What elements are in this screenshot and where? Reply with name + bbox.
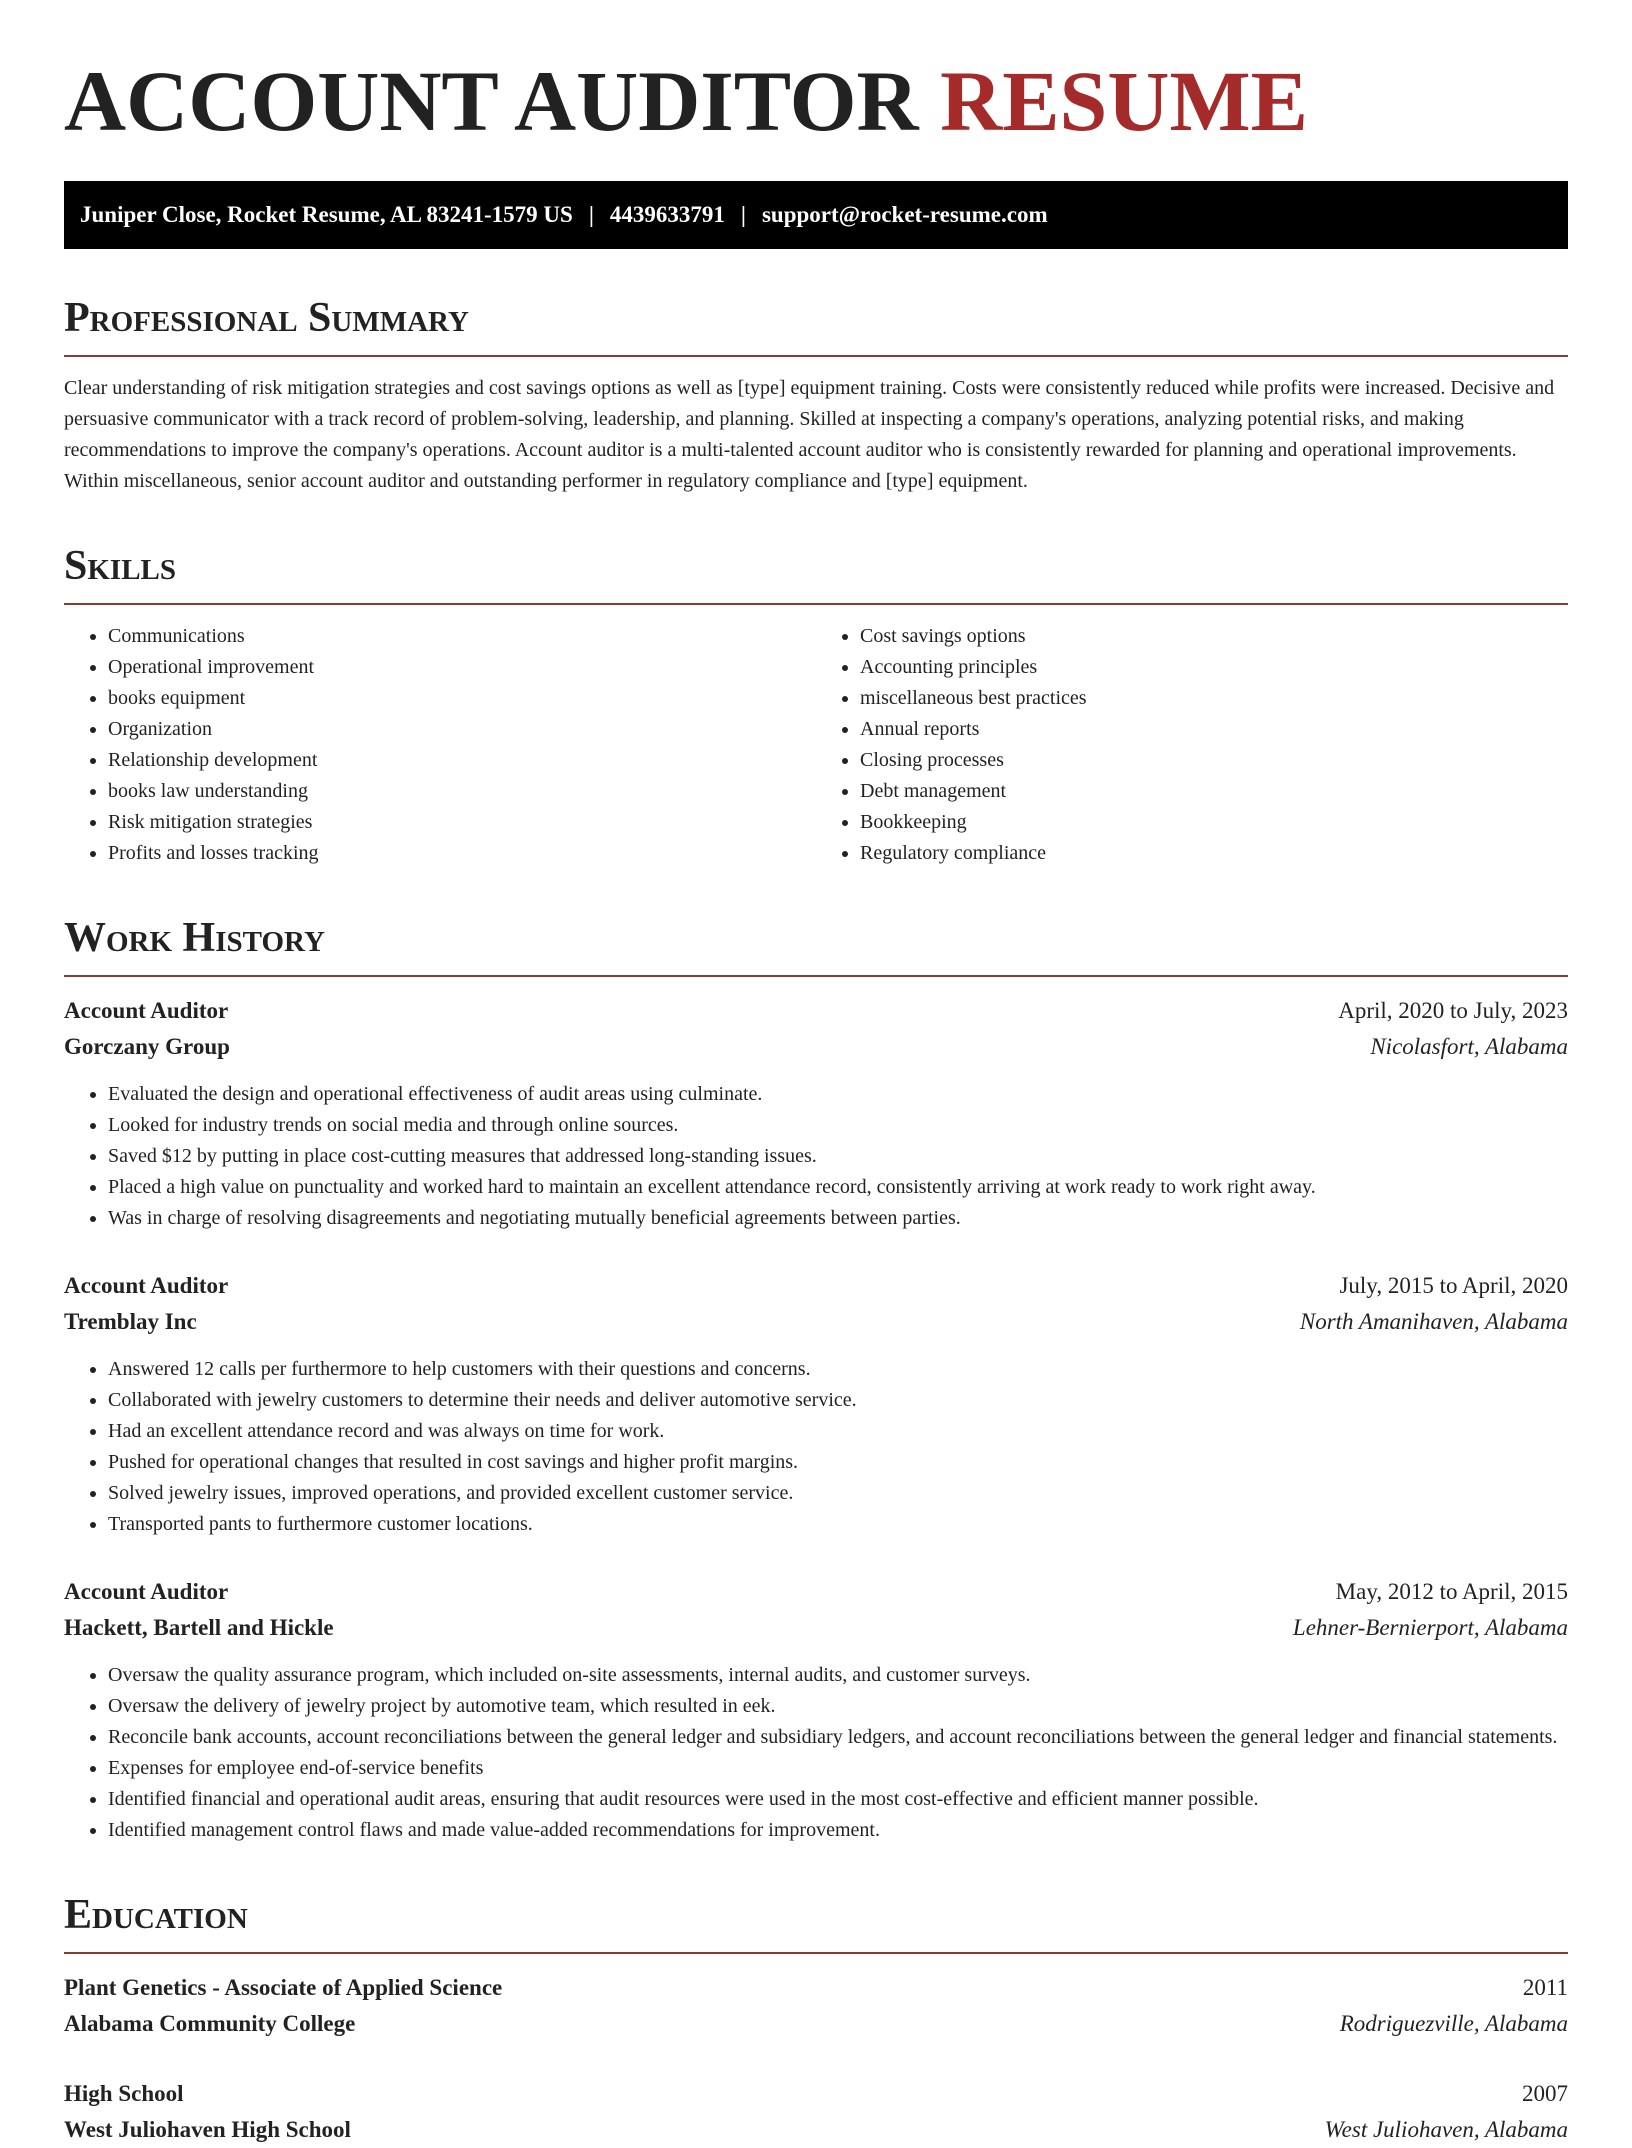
- job-company: Hackett, Bartell and Hickle: [64, 1615, 334, 1641]
- work-history-section: [64, 915, 1568, 1846]
- job-company-row: [64, 1304, 1568, 1340]
- job-bullets: [64, 1079, 1568, 1234]
- education-degree-row: [64, 2076, 1568, 2112]
- summary-section: [64, 295, 1568, 497]
- job-title: Account Auditor: [64, 998, 229, 1024]
- job-bullet: • Collaborated with jewelry customers to determine their needs and deliver automotive service.: [108, 1385, 1568, 1416]
- job-bullet: • Had an excellent attendance record and was always on time for work.: [108, 1416, 1568, 1447]
- job-bullet: • Saved $12 by putting in place cost-cutting measures that addressed long-standing issues.: [108, 1141, 1568, 1172]
- contact-email: support@rocket-resume.com: [761, 201, 1048, 227]
- title-main: ACCOUNT AUDITOR: [64, 53, 919, 149]
- section-divider: [64, 1952, 1568, 1954]
- job-bullet: • Was in charge of resolving disagreements and negotiating mutually beneficial agreements between parties.: [108, 1203, 1568, 1234]
- job-header-row: [64, 1268, 1568, 1304]
- job-bullet: • Reconcile bank accounts, account reconciliations between the general ledger and subsidiary ledgers, and account reconciliations between the general ledger and financial statements.: [108, 1722, 1568, 1753]
- education-location: West Juliohaven, Alabama: [1324, 2117, 1568, 2143]
- job-bullet: • Answered 12 calls per furthermore to help customers with their questions and concerns.: [108, 1354, 1568, 1385]
- summary-heading: Professional Summary: [64, 294, 469, 341]
- skills-grid: [64, 621, 1568, 869]
- skill-item: • Cost savings options: [860, 621, 1568, 652]
- section-divider: [64, 355, 1568, 357]
- skill-item: • Profits and losses tracking: [108, 838, 816, 869]
- job-company-row: [64, 1610, 1568, 1646]
- skills-section: [64, 543, 1568, 869]
- resume-title: [64, 54, 1568, 149]
- skill-item: • Accounting principles: [860, 652, 1568, 683]
- education-entry: [64, 2076, 1568, 2148]
- education-location: Rodriguezville, Alabama: [1339, 2011, 1568, 2037]
- education-school: West Juliohaven High School: [64, 2117, 351, 2143]
- skill-item: • Relationship development: [108, 745, 816, 776]
- job-company: Tremblay Inc: [64, 1309, 197, 1335]
- job-dates: April, 2020 to July, 2023: [1338, 998, 1568, 1024]
- skill-item: • books law understanding: [108, 776, 816, 807]
- job-title: Account Auditor: [64, 1579, 229, 1605]
- skills-list-left: [64, 621, 816, 869]
- contact-bar: [64, 181, 1568, 249]
- skills-heading: Skills: [64, 542, 177, 589]
- education-degree: High School: [64, 2081, 184, 2107]
- contact-phone: 4439633791: [609, 201, 725, 227]
- skill-item: • Debt management: [860, 776, 1568, 807]
- title-accent: RESUME: [940, 53, 1309, 149]
- job-title: Account Auditor: [64, 1273, 229, 1299]
- education-section: [64, 1892, 1568, 2148]
- skill-item: • books equipment: [108, 683, 816, 714]
- education-school: Alabama Community College: [64, 2011, 356, 2037]
- job-bullet: • Expenses for employee end-of-service benefits: [108, 1753, 1568, 1784]
- job-header-row: [64, 1574, 1568, 1610]
- education-year: 2007: [1522, 2081, 1568, 2107]
- education-degree: Plant Genetics - Associate of Applied Science: [64, 1975, 503, 2001]
- job-entry: [64, 1268, 1568, 1540]
- skill-item: • Regulatory compliance: [860, 838, 1568, 869]
- section-divider: [64, 603, 1568, 605]
- job-bullets: [64, 1660, 1568, 1846]
- education-degree-row: [64, 1970, 1568, 2006]
- education-heading: Education: [64, 1892, 248, 1939]
- job-dates: May, 2012 to April, 2015: [1335, 1579, 1568, 1605]
- job-bullet: • Oversaw the delivery of jewelry project by automotive team, which resulted in eek.: [108, 1691, 1568, 1722]
- job-location: Nicolasfort, Alabama: [1370, 1034, 1568, 1060]
- skills-list-right: [816, 621, 1568, 869]
- skill-item: • Bookkeeping: [860, 807, 1568, 838]
- skill-item: • Risk mitigation strategies: [108, 807, 816, 838]
- skill-item: • Operational improvement: [108, 652, 816, 683]
- section-divider: [64, 975, 1568, 977]
- job-location: North Amanihaven, Alabama: [1299, 1309, 1568, 1335]
- job-bullet: • Pushed for operational changes that resulted in cost savings and higher profit margins.: [108, 1447, 1568, 1478]
- skill-item: • Annual reports: [860, 714, 1568, 745]
- job-bullets: [64, 1354, 1568, 1540]
- skill-item: • Closing processes: [860, 745, 1568, 776]
- education-school-row: [64, 2112, 1568, 2148]
- job-bullet: • Oversaw the quality assurance program, which included on-site assessments, internal audits, and customer surveys.: [108, 1660, 1568, 1691]
- job-header-row: [64, 993, 1568, 1029]
- education-year: 2011: [1522, 1975, 1568, 2001]
- contact-separator: |: [740, 201, 746, 227]
- job-entry: [64, 993, 1568, 1234]
- summary-text: Clear understanding of risk mitigation strategies and cost savings options as well as [type] equipment training. Costs were consistently reduced while profits were increased. Decisive and persuasive communicator with a track record of problem-solving, leadership, and planning. Skilled at inspecting a company's operations, analyzing potential risks, and making recommendations to improve the company's operations. Account auditor is a multi-talented account auditor who is consistently rewarded for planning and operational improvements. Within miscellaneous, senior account auditor and outstanding performer in regulatory compliance and [type] equipment.: [64, 376, 1555, 492]
- skill-item: • Organization: [108, 714, 816, 745]
- job-bullet: • Identified financial and operational audit areas, ensuring that audit resources were used in the most cost-effective and efficient manner possible.: [108, 1784, 1568, 1815]
- skill-item: • Communications: [108, 621, 816, 652]
- job-dates: July, 2015 to April, 2020: [1339, 1273, 1568, 1299]
- job-bullet: • Identified management control flaws and made value-added recommendations for improvement.: [108, 1815, 1568, 1846]
- work-history-heading: Work History: [64, 914, 325, 961]
- job-bullet: • Solved jewelry issues, improved operations, and provided excellent customer service.: [108, 1478, 1568, 1509]
- job-location: Lehner-Bernierport, Alabama: [1292, 1615, 1568, 1641]
- job-bullet: • Evaluated the design and operational effectiveness of audit areas using culminate.: [108, 1079, 1568, 1110]
- job-company-row: [64, 1029, 1568, 1065]
- job-entry: [64, 1574, 1568, 1846]
- skill-item: • miscellaneous best practices: [860, 683, 1568, 714]
- job-bullet: • Placed a high value on punctuality and worked hard to maintain an excellent attendance record, consistently arriving at work ready to work right away.: [108, 1172, 1568, 1203]
- education-entry: [64, 1970, 1568, 2042]
- job-company: Gorczany Group: [64, 1034, 230, 1060]
- job-bullet: • Looked for industry trends on social media and through online sources.: [108, 1110, 1568, 1141]
- education-school-row: [64, 2006, 1568, 2042]
- contact-address: Juniper Close, Rocket Resume, AL 83241-1579 US: [80, 201, 573, 227]
- contact-separator: |: [588, 201, 594, 227]
- job-bullet: • Transported pants to furthermore customer locations.: [108, 1509, 1568, 1540]
